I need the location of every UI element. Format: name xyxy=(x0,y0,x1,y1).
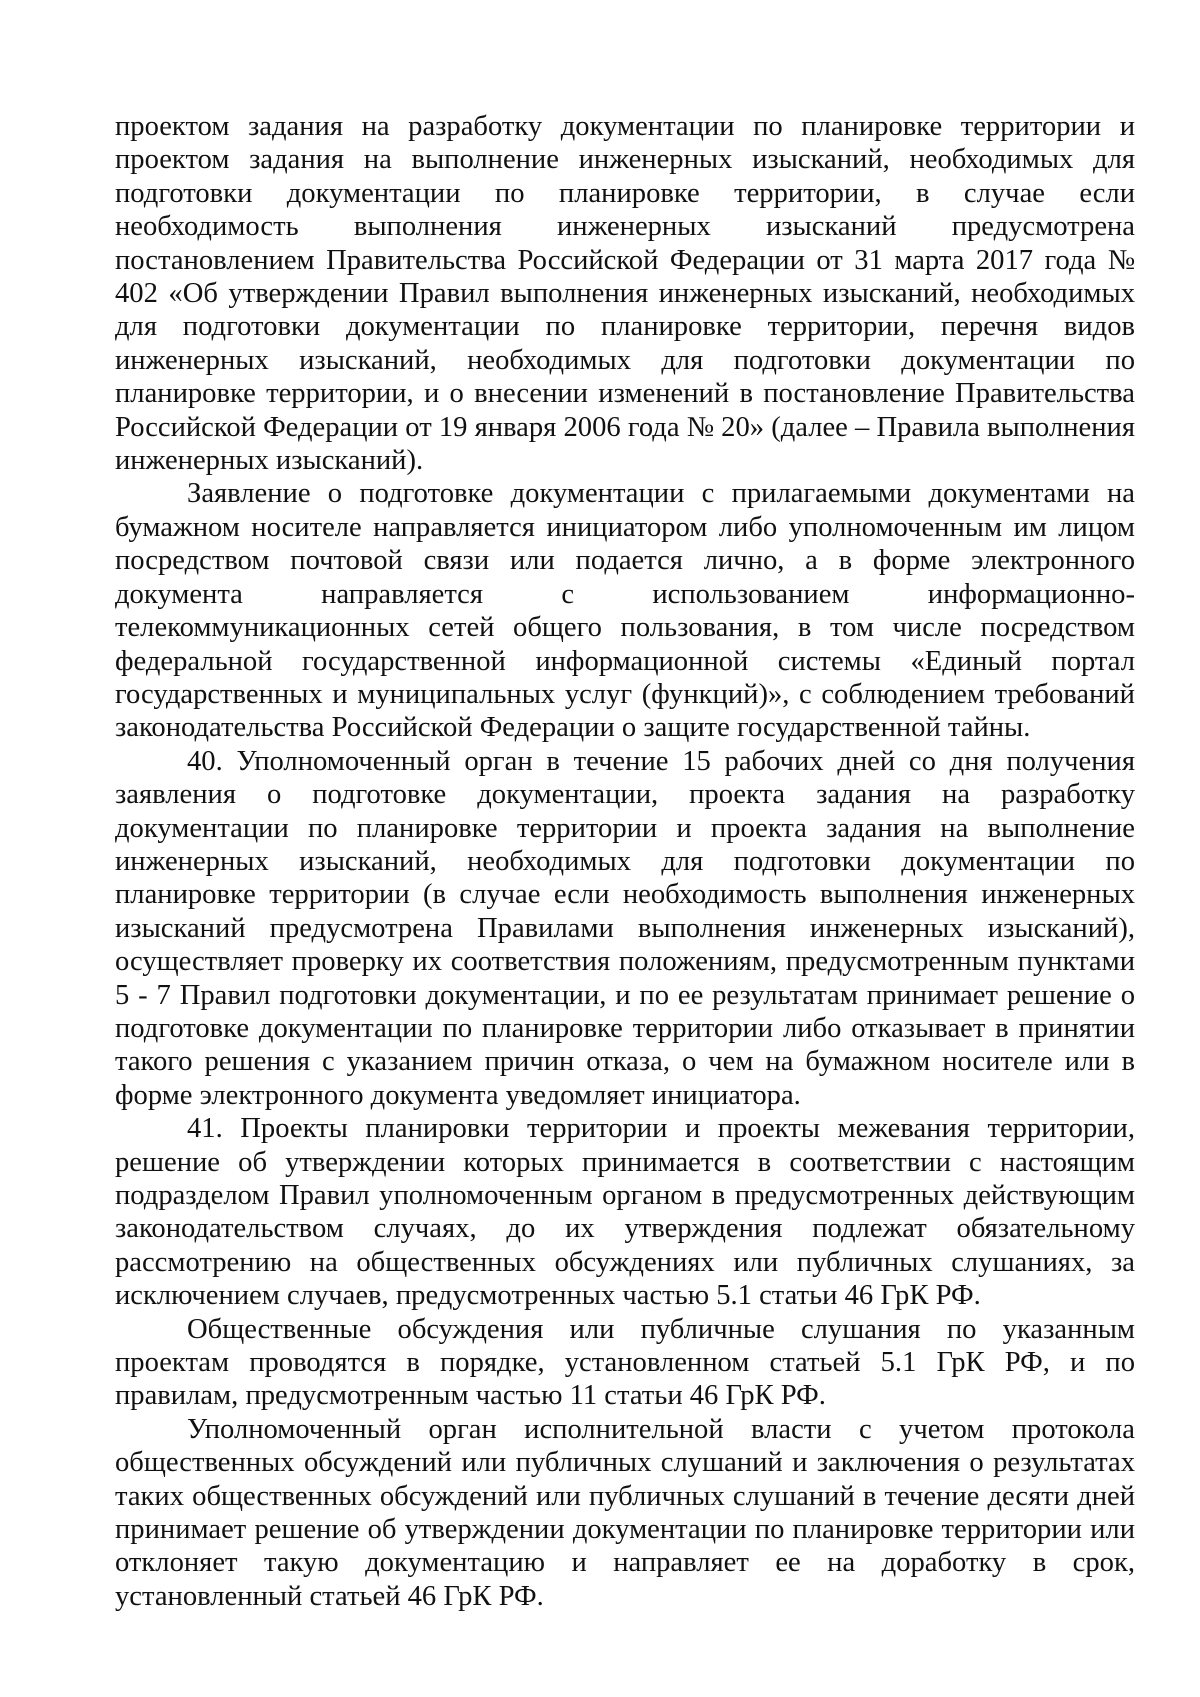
paragraph-item-41: 41. Проекты планировки территории и проекты межевания территории, решение об утверждении которых принимается в соответствии с настоящим подразделом Правил уполномоченным органом в предусмотренных действующим законодательством случаях, до их утверждения подлежат обязательному рассмотрению на общественных обсуждениях или публичных слушаниях, за исключением случаев, предусмотренных частью 5.1 статьи 46 ГрК РФ. xyxy=(115,1113,1135,1312)
document-page xyxy=(115,110,1135,1613)
paragraph-continuation: проектом задания на разработку документации по планировке территории и проектом задания на выполнение инженерных изысканий, необходимых для подготовки документации по планировке территории, в случае если необходимость выполнения инженерных изысканий предусмотрена постановлением Правительства Российской Федерации от 31 марта 2017 года № 402 «Об утверждении Правил выполнения инженерных изысканий, необходимых для подготовки документации по планировке территории, перечня видов инженерных изысканий, необходимых для подготовки документации по планировке территории, и о внесении изменений в постановление Правительства Российской Федерации от 19 января 2006 года № 20» (далее – Правила выполнения инженерных изысканий). xyxy=(115,111,1135,477)
paragraph-approval-decision: Уполномоченный орган исполнительной власти с учетом протокола общественных обсуждений или публичных слушаний и заключения о результатах таких общественных обсуждений или публичных слушаний в течение десяти дней принимает решение об утверждении документации по планировке территории или отклоняет такую документацию и направляет ее на доработку в срок, установленный статьей 46 ГрК РФ. xyxy=(115,1413,1135,1612)
paragraph-public-hearings: Общественные обсуждения или публичные слушания по указанным проектам проводятся в порядке, установленном статьей 5.1 ГрК РФ, и по правилам, предусмотренным частью 11 статьи 46 ГрК РФ. xyxy=(115,1313,1135,1412)
paragraph-application-submission: Заявление о подготовке документации с прилагаемыми документами на бумажном носителе направляется инициатором либо уполномоченным им лицом посредством почтовой связи или подается лично, а в форме электронного документа направляется с использованием информационно-телекоммуникационных сетей общего пользования, в том числе посредством федеральной государственной информационной системы «Единый портал государственных и муниципальных услуг (функций)», с соблюдением требований законодательства Российской Федерации о защите государственной тайны. xyxy=(115,478,1135,744)
paragraph-item-40: 40. Уполномоченный орган в течение 15 рабочих дней со дня получения заявления о подготовке документации, проекта задания на разработку документации по планировке территории и проекта задания на выполнение инженерных изысканий, необходимых для подготовки документации по планировке территории (в случае если необходимость выполнения инженерных изысканий предусмотрена Правилами выполнения инженерных изысканий), осуществляет проверку их соответствия положениям, предусмотренным пунктами 5 - 7 Правил подготовки документации, и по ее результатам принимает решение о подготовке документации по планировке территории либо отказывает в принятии такого решения с указанием причин отказа, о чем на бумажном носителе или в форме электронного документа уведомляет инициатора. xyxy=(115,745,1135,1111)
